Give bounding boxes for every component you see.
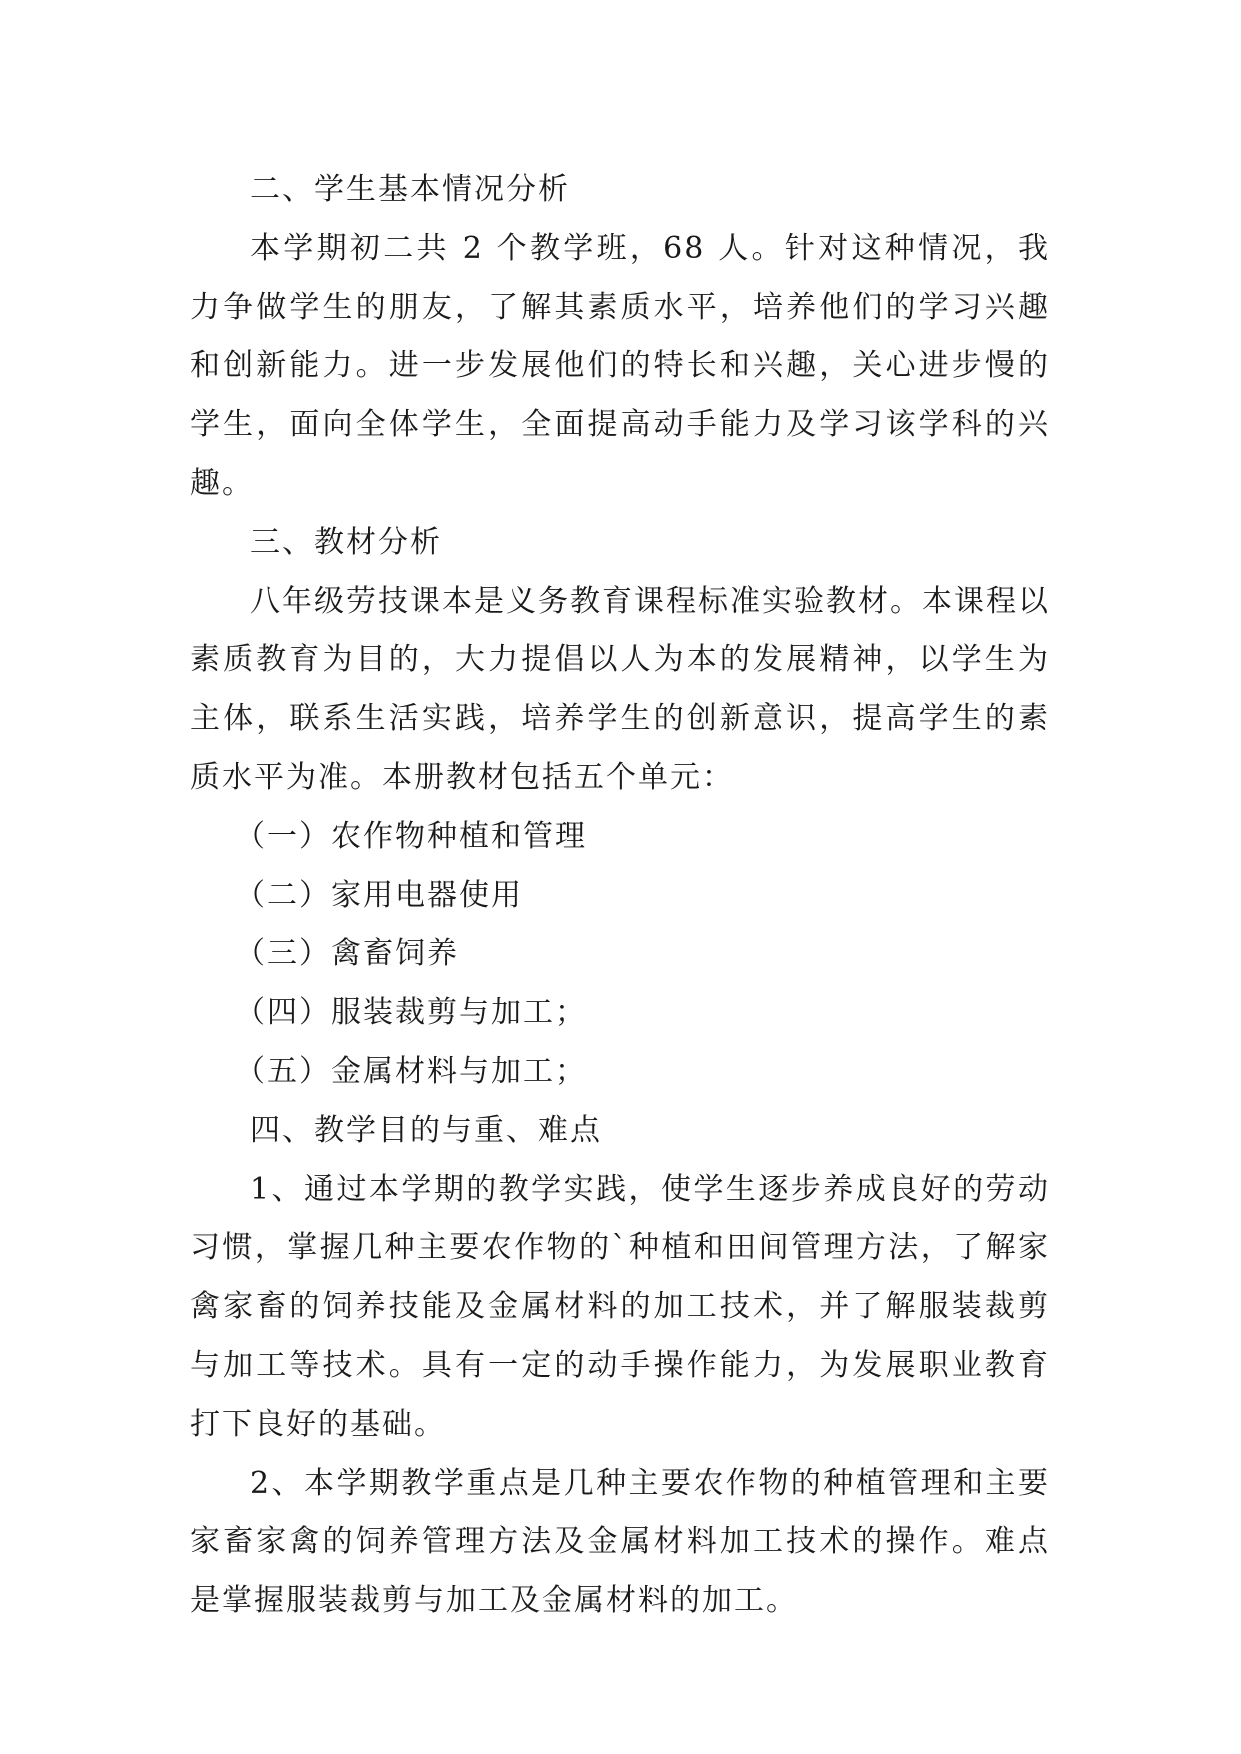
- unit-item-3: （三）禽畜饲养: [235, 936, 459, 972]
- section-heading-teaching-goals: 四、教学目的与重、难点: [250, 1112, 602, 1148]
- unit-item-2: （二）家用电器使用: [235, 877, 523, 913]
- paragraph-teaching-goal-2: 2、本学期教学重点是几种主要农作物的种植管理和主要家畜家禽的饲养管理方法及金属材料加工技术的操作。难点是掌握服装裁剪与加工及金属材料的加工。: [190, 1465, 1050, 1619]
- unit-item-5: （五）金属材料与加工；: [235, 1053, 587, 1089]
- paragraph-teaching-goal-1: 1、通过本学期的教学实践，使学生逐步养成良好的劳动习惯，掌握几种主要农作物的`种植和田间管理方法，了解家禽家畜的饲养技能及金属材料的加工技术，并了解服装裁剪与加工等技术。具有一定的动手操作能力，为发展职业教育打下良好的基础。: [190, 1171, 1050, 1442]
- paragraph-student-analysis: 本学期初二共 2 个教学班，68 人。针对这种情况，我力争做学生的朋友，了解其素质水平，培养他们的学习兴趣和创新能力。进一步发展他们的特长和兴趣，关心进步慢的学生，面向全体学生，全面提高动手能力及学习该学科的兴趣。: [190, 230, 1050, 501]
- paragraph-textbook-analysis: 八年级劳技课本是义务教育课程标准实验教材。本课程以素质教育为目的，大力提倡以人为本的发展精神，以学生为主体，联系生活实践，培养学生的创新意识，提高学生的素质水平为准。本册教材包括五个单元：: [190, 583, 1050, 795]
- unit-item-4: （四）服装裁剪与加工；: [235, 995, 587, 1031]
- unit-item-1: （一）农作物种植和管理: [235, 818, 587, 854]
- document-body: [190, 161, 1050, 1631]
- section-heading-student-analysis: 二、学生基本情况分析: [250, 172, 570, 207]
- section-heading-textbook-analysis: 三、教材分析: [250, 524, 442, 560]
